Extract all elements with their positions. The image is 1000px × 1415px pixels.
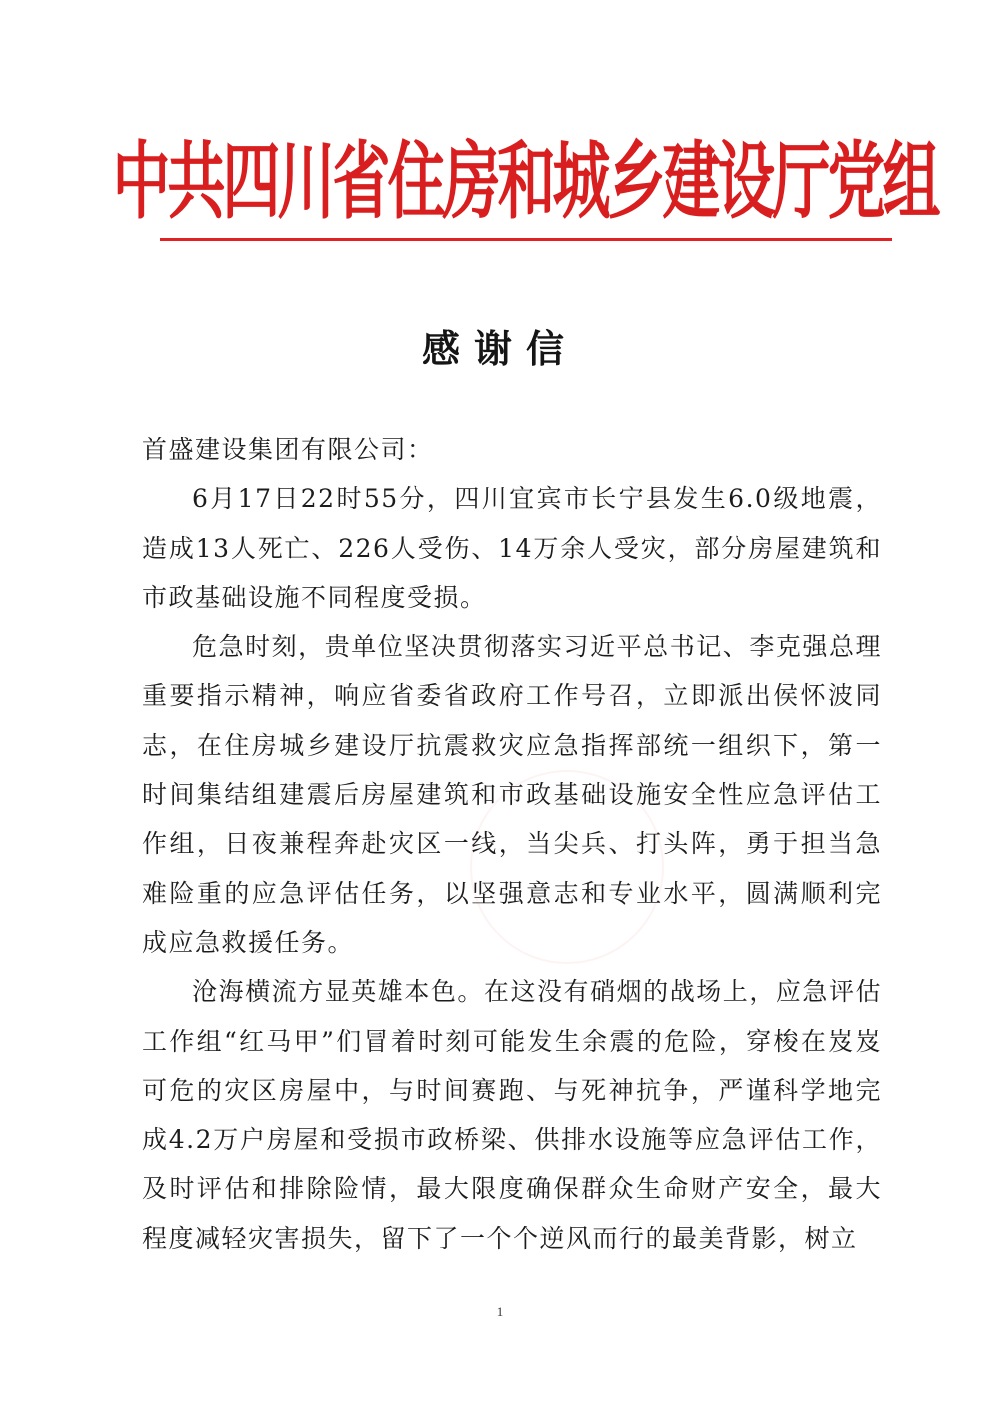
paragraph-1: 6月17日22时55分，四川宜宾市长宁县发生6.0级地震，造成13人死亡、226人受伤、14万余人受灾，部分房屋建筑和市政基础设施不同程度受损。 — [142, 484, 882, 612]
page-number: 1 — [496, 1304, 504, 1319]
letter-title: 感谢信 — [421, 326, 578, 371]
paragraph-2: 危急时刻，贵单位坚决贯彻落实习近平总书记、李克强总理重要指示精神，响应省委省政府工作号召，立即派出侯怀波同志，在住房城乡建设厅抗震救灾应急指挥部统一组织下，第一时间集结组建震后房屋建筑和市政基础设施安全性应急评估工作组，日夜兼程奔赴灾区一线，当尖兵、打头阵，勇于担当急难险重的应急评估任务，以坚强意志和专业水平，圆满顺利完成应急救援任务。 — [142, 632, 882, 957]
letterhead-red-rule — [160, 238, 892, 241]
letterhead-title: 中共四川省住房和城乡建设厅党组 — [112, 131, 938, 231]
paragraph-3: 沧海横流方显英雄本色。在这没有硝烟的战场上，应急评估工作组“红马甲”们冒着时刻可能发生余震的危险，穿梭在岌岌可危的灾区房屋中，与时间赛跑、与死神抗争，严谨科学地完成4.2万户房屋和受损市政桥梁、供排水设施等应急评估工作，及时评估和排除险情，最大限度确保群众生命财产安全，最大程度减轻灾害损失，留下了一个个逆风而行的最美背影，树立 — [142, 977, 882, 1253]
letter-body — [142, 425, 882, 1263]
salutation: 首盛建设集团有限公司： — [142, 435, 434, 464]
